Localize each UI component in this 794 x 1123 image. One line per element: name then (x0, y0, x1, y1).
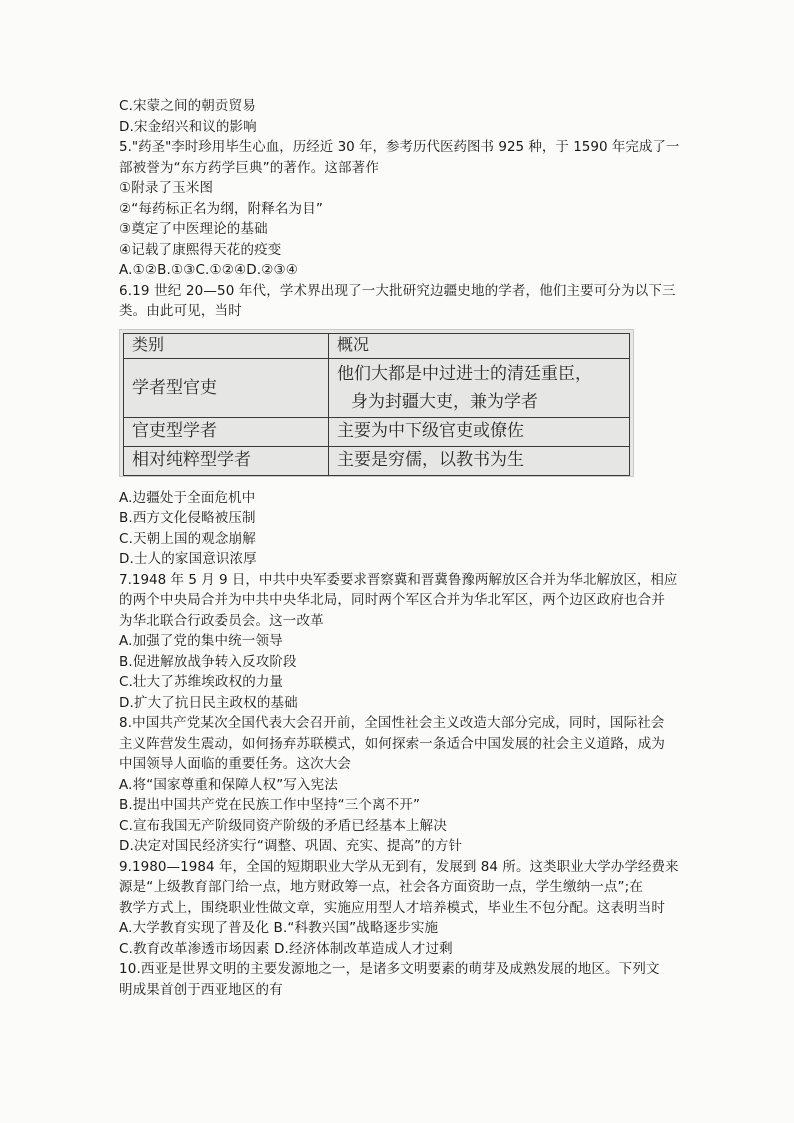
option-line: A.边疆处于全面危机中 (119, 489, 256, 506)
question-5 (119, 137, 679, 281)
option-line: D.士人的家国意识浓厚 (119, 551, 257, 567)
question-stem-line: 教学方式上，围绕职业性做文章，实施应用型人才培养模式，毕业生不包分配。这表明当时 (119, 899, 665, 916)
question-stem-line: 明成果首创于西亚地区的有 (119, 981, 283, 998)
question-10 (119, 959, 679, 1000)
table-cell-desc: 主要为中下级官吏或僚佐 (329, 417, 630, 446)
statement-item: ②“每药标正名为纲，附释名为目” (119, 200, 323, 217)
options-line: A.①②B.①③C.①②④D.②③④ (119, 262, 298, 278)
option-line: C.天朝上国的观念崩解 (119, 530, 256, 547)
option-line: B.西方文化侵略被压制 (119, 510, 256, 526)
option-line: C.宋蒙之间的朝贡贸易 (119, 98, 256, 114)
option-line: A.大学教育实现了普及化 B.“科教兴国”战略逐步实施 (119, 920, 439, 936)
question-stem-line: 的两个中央局合并为中共中央华北局，同时两个军区合并为华北军区，两个边区政府也合并 (119, 592, 665, 608)
question-stem-line: 7.1948 年 5 月 9 日，中共中央军委要求晋察冀和晋冀鲁豫两解放区合并为华北解放区，相应 (119, 571, 678, 588)
option-line: B.提出中国共产党在民族工作中坚持“三个离不开” (119, 797, 421, 813)
scholar-table (123, 333, 630, 476)
question-stem-line: 5."药圣"李时珍用毕生心血，历经近 30 年，参考历代医药图书 925 种，于 1590 年完成了一 (119, 139, 680, 155)
table-cell-desc-line: 他们大都是中过进士的清廷重臣， (337, 363, 592, 384)
option-line: C.宣布我国无产阶级同资产阶级的矛盾已经基本上解决 (119, 817, 447, 834)
table-cell-desc (329, 358, 630, 417)
option-line: B.促进解放战争转入反攻阶段 (119, 653, 297, 670)
question-stem-line: 主义阵营发生震动，如何扬弃苏联模式，如何探索一条适合中国发展的社会主义道路，成为 (119, 735, 665, 752)
table-cell-category: 学者型官吏 (124, 358, 329, 417)
option-line: D.扩大了抗日民主政权的基础 (119, 694, 298, 711)
statement-item: ④记载了康熙得天花的疫变 (119, 241, 282, 258)
table-cell-category: 相对纯粹型学者 (124, 446, 329, 475)
statement-item: ①附录了玉米图 (119, 180, 214, 196)
question-stem-line: 10.西亚是世界文明的主要发源地之一，是诸多文明要素的萌芽及成熟发展的地区。下列文 (119, 961, 660, 977)
table-header-category: 类别 (124, 333, 329, 358)
scholar-table-image (119, 329, 634, 477)
question-stem-line: 为华北联合行政委员会。这一改革 (119, 612, 324, 629)
question-stem-line: 9.1980—1984 年，全国的短期职业大学从无到有，发展到 84 所。这类职业大学办学经费来 (119, 858, 679, 875)
option-line: A.加强了党的集中统一领导 (119, 633, 283, 649)
statement-item: ③奠定了中医理论的基础 (119, 221, 268, 237)
table-header-row (124, 333, 630, 358)
table-cell-category: 官吏型学者 (124, 417, 329, 446)
table-row (124, 358, 630, 417)
table-row (124, 417, 630, 446)
question-content (119, 96, 679, 1000)
table-header-overview: 概况 (329, 333, 630, 358)
question-6 (119, 281, 679, 570)
question-stem-line: 8.中国共产党某次全国代表大会召开前，全国性社会主义改造大部分完成，同时，国际社会 (119, 715, 665, 731)
option-line: C.教育改革渗透市场因素 D.经济体制改革造成人才过剩 (119, 940, 453, 957)
question-9 (119, 857, 679, 960)
option-line: D.决定对国民经济实行“调整、巩固、充实、提高”的方针 (119, 838, 463, 854)
question-stem-line: 源是“上级教育部门给一点，地方财政筹一点，社会各方面资助一点，学生缴纳一点”;在 (119, 879, 644, 895)
option-line: C.壮大了苏维埃政权的力量 (119, 674, 284, 690)
question-8 (119, 713, 679, 857)
question-stem-line: 中国领导人面临的重要任务。这次大会 (119, 756, 352, 772)
table-row (124, 446, 630, 475)
option-line: A.将“国家尊重和保障人权”写入宪法 (119, 776, 338, 793)
table-cell-desc: 主要是穷儒，以教书为生 (329, 446, 630, 475)
question-stem-line: 6.19 世纪 20—50 年代，学术界出现了一大批研究边疆史地的学者，他们主要可分为以下三 (119, 282, 676, 299)
option-line: D.宋金绍兴和议的影响 (119, 118, 257, 135)
question-7 (119, 570, 679, 714)
question-stem-line: 类。由此可见，当时 (119, 303, 242, 319)
table-cell-desc-line: 身为封疆大吏，兼为学者 (351, 391, 538, 412)
question-stem-line: 部被誉为“东方药学巨典”的著作。这部著作 (119, 159, 379, 176)
